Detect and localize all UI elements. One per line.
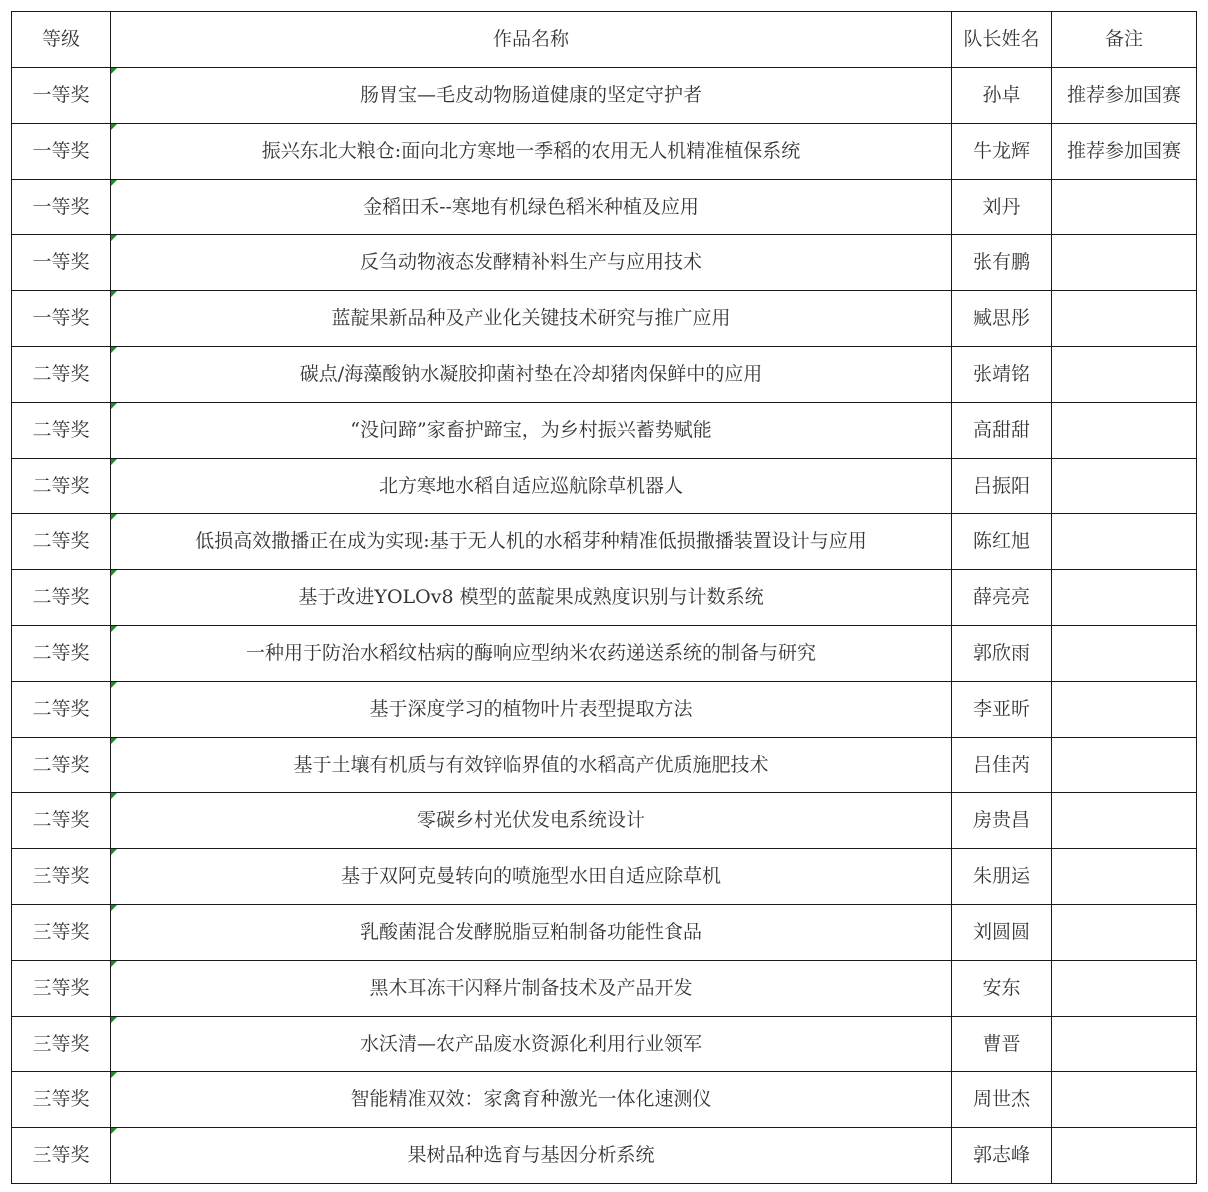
table-row: [12, 625, 1197, 681]
award-level-cell: 一等奖: [12, 291, 111, 347]
remark-cell: [1052, 402, 1197, 458]
award-level-cell: 三等奖: [12, 1072, 111, 1128]
project-title-cell: 反刍动物液态发酵精补料生产与应用技术: [111, 235, 952, 291]
header-level: 等级: [12, 12, 111, 68]
team-captain-cell: 周世杰: [952, 1072, 1052, 1128]
remark-cell: [1052, 681, 1197, 737]
remark-cell: 推荐参加国赛: [1052, 123, 1197, 179]
header-captain: 队长姓名: [952, 12, 1052, 68]
awards-table: [11, 11, 1197, 1184]
table-row: [12, 960, 1197, 1016]
team-captain-cell: 曹晋: [952, 1016, 1052, 1072]
table-row: [12, 291, 1197, 347]
award-level-cell: 二等奖: [12, 681, 111, 737]
team-captain-cell: 臧思彤: [952, 291, 1052, 347]
remark-cell: [1052, 346, 1197, 402]
award-level-cell: 二等奖: [12, 793, 111, 849]
team-captain-cell: 郭志峰: [952, 1128, 1052, 1184]
project-title-cell: 基于双阿克曼转向的喷施型水田自适应除草机: [111, 849, 952, 905]
table-row: [12, 514, 1197, 570]
project-title-cell: 碳点/海藻酸钠水凝胶抑菌衬垫在冷却猪肉保鲜中的应用: [111, 346, 952, 402]
team-captain-cell: 李亚昕: [952, 681, 1052, 737]
project-title-cell: 北方寒地水稻自适应巡航除草机器人: [111, 458, 952, 514]
project-title-cell: 蓝靛果新品种及产业化关键技术研究与推广应用: [111, 291, 952, 347]
remark-cell: [1052, 625, 1197, 681]
award-level-cell: 三等奖: [12, 849, 111, 905]
table-row: [12, 1128, 1197, 1184]
table-row: [12, 681, 1197, 737]
remark-cell: [1052, 179, 1197, 235]
table-row: [12, 402, 1197, 458]
award-level-cell: 二等奖: [12, 402, 111, 458]
team-captain-cell: 张有鹏: [952, 235, 1052, 291]
project-title-cell: 果树品种选育与基因分析系统: [111, 1128, 952, 1184]
table-row: [12, 458, 1197, 514]
remark-cell: [1052, 904, 1197, 960]
table-row: [12, 68, 1197, 124]
team-captain-cell: 朱朋运: [952, 849, 1052, 905]
table-row: [12, 179, 1197, 235]
team-captain-cell: 张靖铭: [952, 346, 1052, 402]
table-row: [12, 1016, 1197, 1072]
header-title: 作品名称: [111, 12, 952, 68]
table-row: [12, 793, 1197, 849]
remark-cell: 推荐参加国赛: [1052, 68, 1197, 124]
award-level-cell: 一等奖: [12, 235, 111, 291]
table-body: [12, 68, 1197, 1184]
table-row: [12, 346, 1197, 402]
project-title-cell: 基于土壤有机质与有效锌临界值的水稻高产优质施肥技术: [111, 737, 952, 793]
remark-cell: [1052, 849, 1197, 905]
team-captain-cell: 吕佳芮: [952, 737, 1052, 793]
remark-cell: [1052, 1128, 1197, 1184]
table-header: [12, 12, 1197, 68]
header-note: 备注: [1052, 12, 1197, 68]
award-level-cell: 二等奖: [12, 514, 111, 570]
team-captain-cell: 刘圆圆: [952, 904, 1052, 960]
award-level-cell: 三等奖: [12, 1128, 111, 1184]
project-title-cell: 水沃清—农产品废水资源化利用行业领军: [111, 1016, 952, 1072]
table-row: [12, 1072, 1197, 1128]
remark-cell: [1052, 291, 1197, 347]
award-level-cell: 一等奖: [12, 68, 111, 124]
award-level-cell: 三等奖: [12, 1016, 111, 1072]
project-title-cell: 智能精准双效：家禽育种激光一体化速测仪: [111, 1072, 952, 1128]
header-row: [12, 12, 1197, 68]
award-level-cell: 三等奖: [12, 960, 111, 1016]
team-captain-cell: 房贵昌: [952, 793, 1052, 849]
project-title-cell: 乳酸菌混合发酵脱脂豆粕制备功能性食品: [111, 904, 952, 960]
team-captain-cell: 吕振阳: [952, 458, 1052, 514]
project-title-cell: 肠胃宝—毛皮动物肠道健康的坚定守护者: [111, 68, 952, 124]
table-row: [12, 123, 1197, 179]
project-title-cell: 振兴东北大粮仓:面向北方寒地一季稻的农用无人机精准植保系统: [111, 123, 952, 179]
table-row: [12, 904, 1197, 960]
table-row: [12, 570, 1197, 626]
team-captain-cell: 刘丹: [952, 179, 1052, 235]
remark-cell: [1052, 960, 1197, 1016]
remark-cell: [1052, 514, 1197, 570]
team-captain-cell: 陈红旭: [952, 514, 1052, 570]
project-title-cell: 金稻田禾--寒地有机绿色稻米种植及应用: [111, 179, 952, 235]
team-captain-cell: 孙卓: [952, 68, 1052, 124]
project-title-cell: 黑木耳冻干闪释片制备技术及产品开发: [111, 960, 952, 1016]
remark-cell: [1052, 1072, 1197, 1128]
award-level-cell: 二等奖: [12, 346, 111, 402]
remark-cell: [1052, 737, 1197, 793]
project-title-cell: 低损高效撒播正在成为实现:基于无人机的水稻芽种精准低损撒播装置设计与应用: [111, 514, 952, 570]
award-level-cell: 一等奖: [12, 123, 111, 179]
project-title-cell: 零碳乡村光伏发电系统设计: [111, 793, 952, 849]
award-level-cell: 二等奖: [12, 570, 111, 626]
remark-cell: [1052, 570, 1197, 626]
team-captain-cell: 高甜甜: [952, 402, 1052, 458]
project-title-cell: 基于改进YOLOv8 模型的蓝靛果成熟度识别与计数系统: [111, 570, 952, 626]
project-title-cell: 基于深度学习的植物叶片表型提取方法: [111, 681, 952, 737]
remark-cell: [1052, 235, 1197, 291]
award-level-cell: 三等奖: [12, 904, 111, 960]
table-row: [12, 235, 1197, 291]
award-level-cell: 二等奖: [12, 625, 111, 681]
team-captain-cell: 牛龙辉: [952, 123, 1052, 179]
project-title-cell: 一种用于防治水稻纹枯病的酶响应型纳米农药递送系统的制备与研究: [111, 625, 952, 681]
award-level-cell: 二等奖: [12, 737, 111, 793]
award-level-cell: 二等奖: [12, 458, 111, 514]
table-row: [12, 849, 1197, 905]
project-title-cell: “没问蹄”家畜护蹄宝，为乡村振兴蓄势赋能: [111, 402, 952, 458]
team-captain-cell: 薛亮亮: [952, 570, 1052, 626]
team-captain-cell: 郭欣雨: [952, 625, 1052, 681]
table-row: [12, 737, 1197, 793]
remark-cell: [1052, 1016, 1197, 1072]
remark-cell: [1052, 458, 1197, 514]
team-captain-cell: 安东: [952, 960, 1052, 1016]
remark-cell: [1052, 793, 1197, 849]
award-level-cell: 一等奖: [12, 179, 111, 235]
